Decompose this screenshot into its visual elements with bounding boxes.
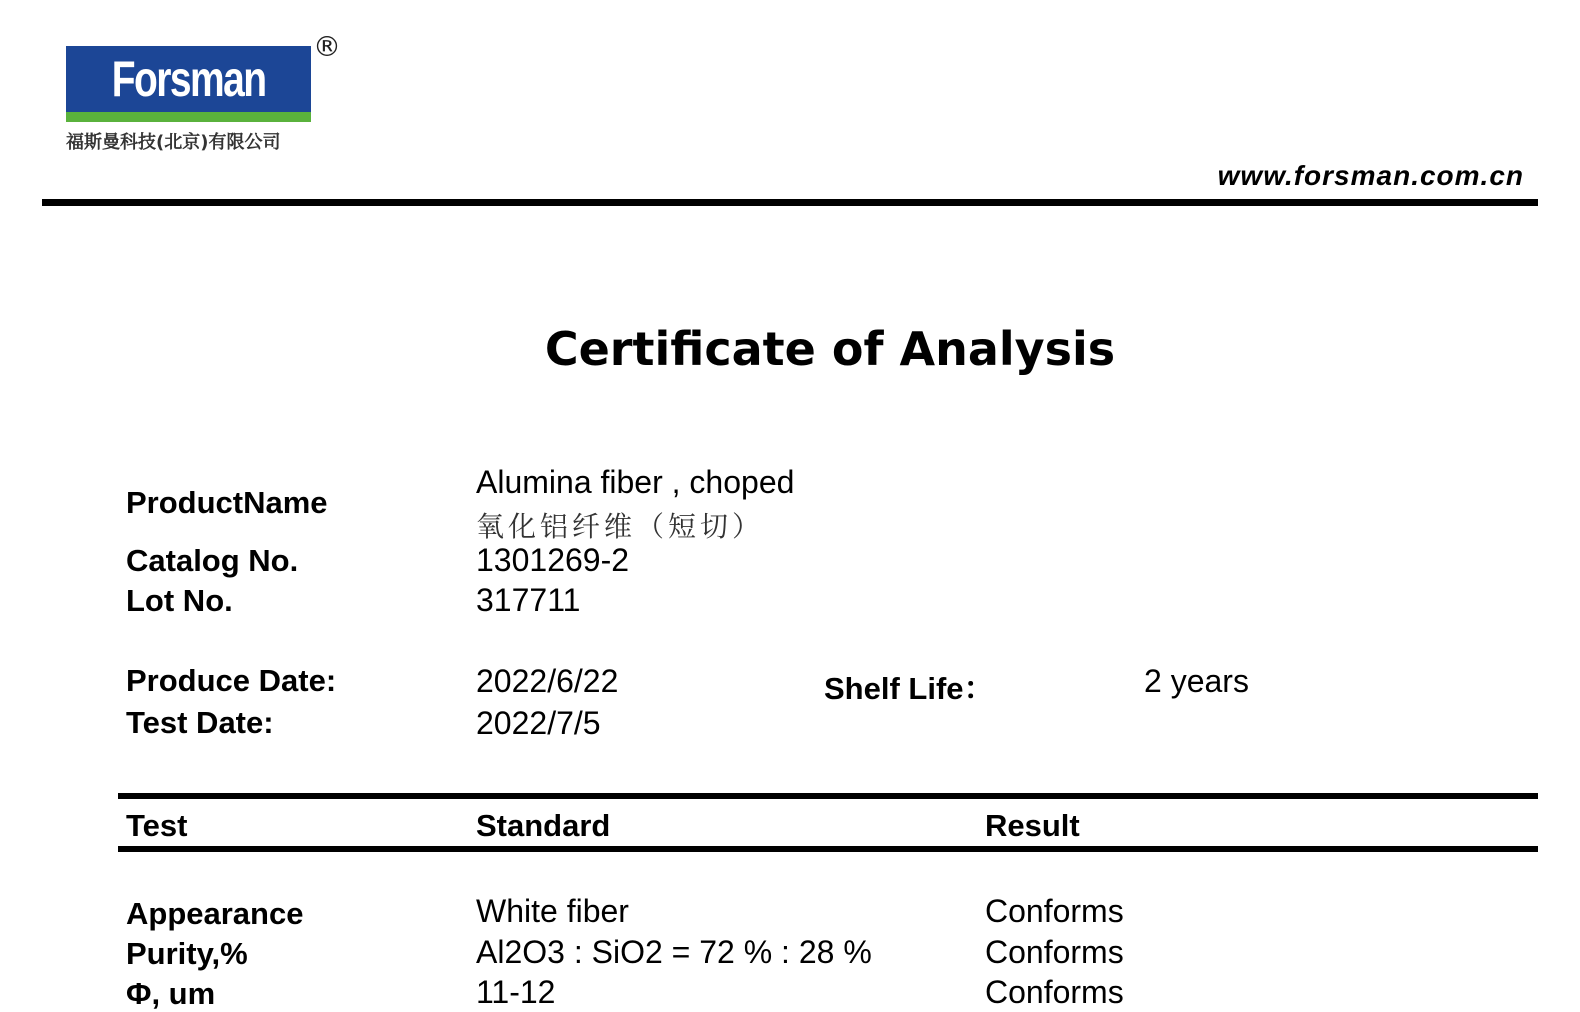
- catalog-no-label: Catalog No.: [126, 543, 299, 578]
- row-test-appearance: Appearance: [126, 896, 304, 931]
- product-name-label: ProductName: [126, 485, 328, 520]
- test-date-label: Test Date:: [126, 705, 274, 740]
- document-title: Certificate of Analysis: [544, 322, 1116, 376]
- row-result-purity: Conforms: [985, 934, 1124, 970]
- logo-wordmark: Forsman: [111, 51, 266, 107]
- product-name-cn-value: 氧化铝纤维（短切）: [476, 510, 765, 543]
- table-header-test: Test: [126, 808, 188, 843]
- logo-company-name-cn: 福斯曼科技(北京)有限公司: [66, 132, 281, 153]
- logo-wordmark-box: [66, 46, 311, 112]
- table-top-rule: [118, 793, 1538, 799]
- table-header-result: Result: [985, 808, 1080, 843]
- row-standard-diameter: 11-12: [476, 974, 556, 1010]
- produce-date-value: 2022/6/22: [476, 663, 619, 699]
- table-header-standard: Standard: [476, 808, 611, 843]
- logo-green-stripe: [66, 112, 311, 122]
- header-divider: [42, 199, 1538, 206]
- row-result-diameter: Conforms: [985, 974, 1124, 1010]
- row-test-diameter: Φ, um: [126, 976, 216, 1011]
- registered-mark: ®: [313, 30, 341, 63]
- lot-no-label: Lot No.: [126, 583, 233, 618]
- shelf-life-value: 2 years: [1144, 663, 1249, 699]
- shelf-life-label: Shelf Life：: [824, 671, 995, 706]
- produce-date-label: Produce Date:: [126, 663, 337, 698]
- table-header-rule: [118, 846, 1538, 852]
- row-test-purity: Purity,%: [126, 936, 248, 971]
- website-link[interactable]: www.forsman.com.cn: [1217, 160, 1524, 191]
- product-name-value: Alumina fiber , choped: [476, 464, 795, 500]
- test-date-value: 2022/7/5: [476, 705, 601, 741]
- row-result-appearance: Conforms: [985, 893, 1124, 929]
- lot-no-value: 317711: [476, 582, 581, 618]
- catalog-no-value: 1301269-2: [476, 542, 630, 578]
- row-standard-appearance: White fiber: [476, 893, 629, 929]
- company-logo: [66, 46, 311, 154]
- row-standard-purity: Al2O3 : SiO2 = 72 % : 28 %: [476, 934, 872, 970]
